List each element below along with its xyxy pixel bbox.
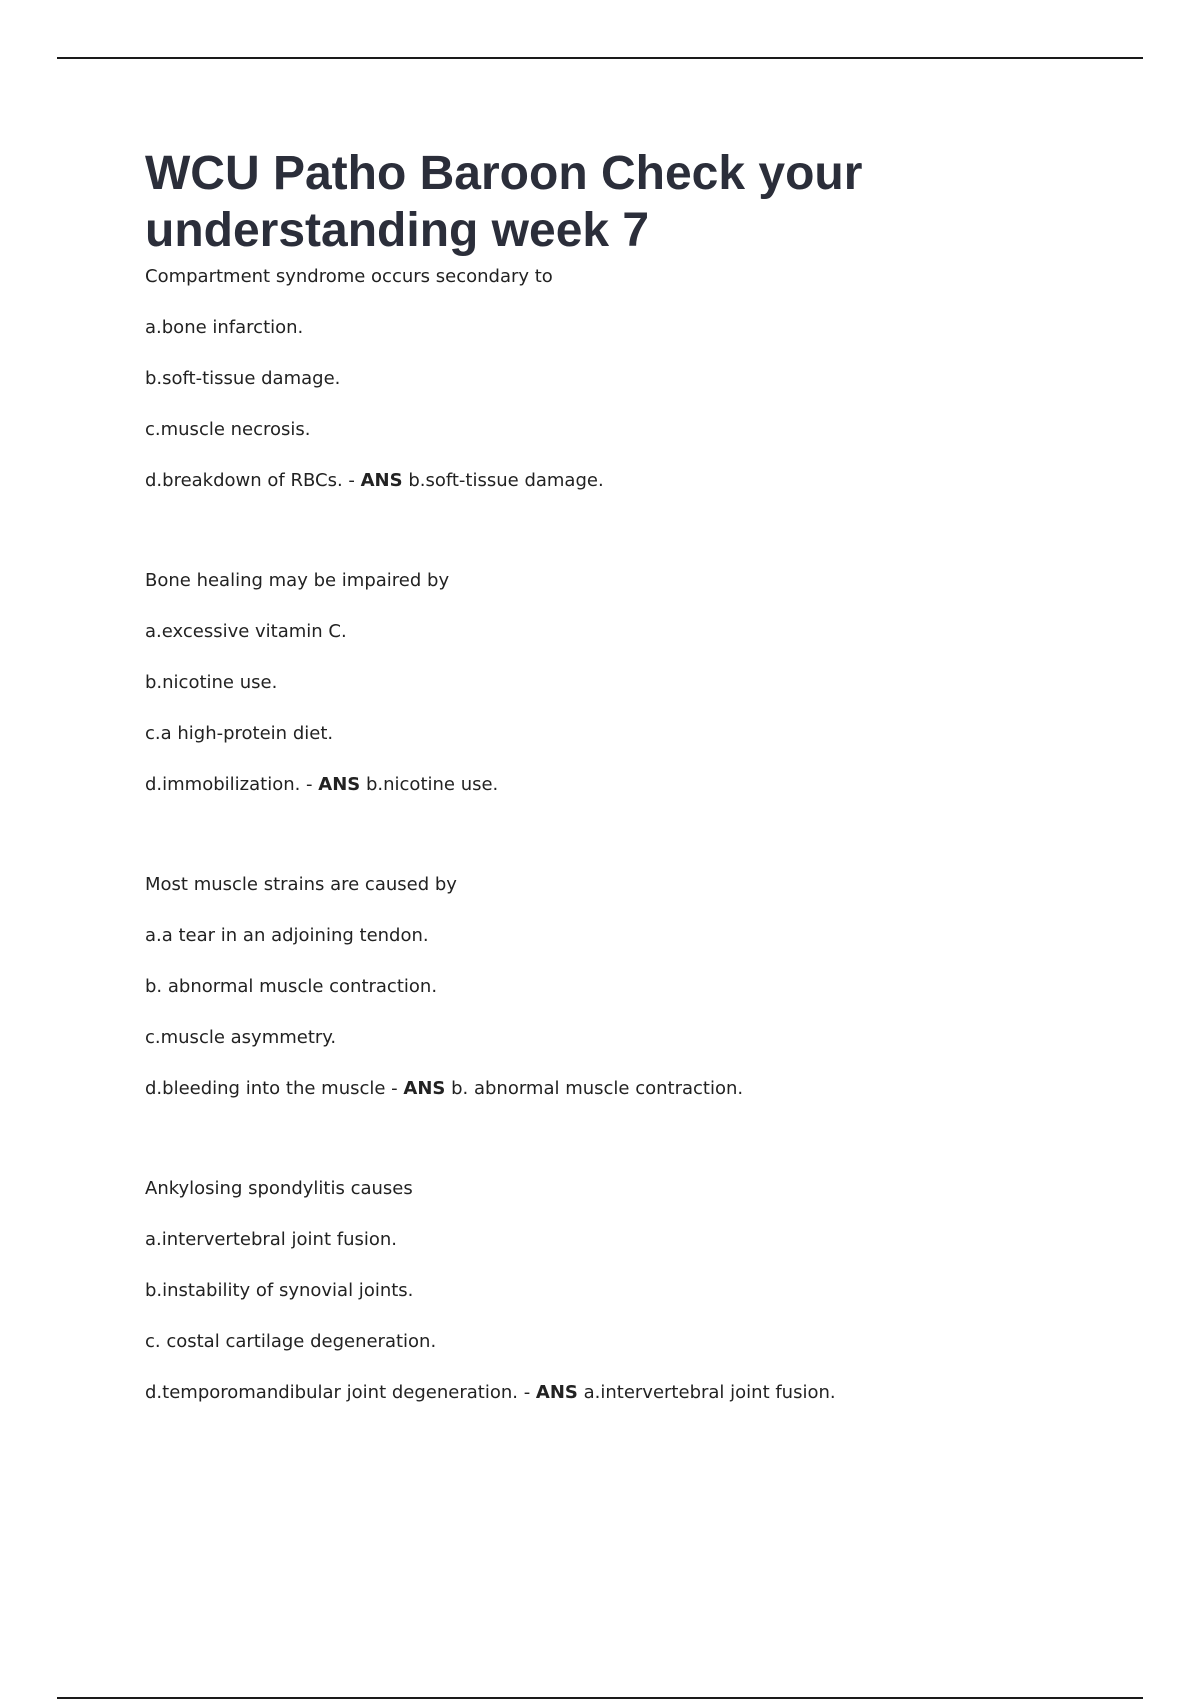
answer-option: c.muscle asymmetry.	[145, 1027, 337, 1048]
answer-label: ANS	[403, 1078, 446, 1099]
correct-answer: a.intervertebral joint fusion.	[577, 1382, 836, 1403]
question-stem: Bone healing may be impaired by	[145, 570, 450, 591]
answer-option-with-key	[145, 773, 1045, 797]
answer-option: b.soft-tissue damage.	[145, 368, 341, 389]
answer-option: c. costal cartilage degeneration.	[145, 1331, 437, 1352]
correct-answer: b. abnormal muscle contraction.	[445, 1078, 744, 1099]
answer-option: a.bone infarction.	[145, 317, 304, 338]
answer-option: b.instability of synovial joints.	[145, 1280, 414, 1301]
question-stem: Ankylosing spondylitis causes	[145, 1178, 413, 1199]
question-block	[145, 265, 1045, 493]
correct-answer: b.nicotine use.	[360, 774, 499, 795]
answer-option-text: d.immobilization. -	[145, 774, 319, 795]
answer-label: ANS	[318, 774, 361, 795]
answer-option: c.a high-protein diet.	[145, 723, 334, 744]
answer-option-text: d.breakdown of RBCs. -	[145, 470, 361, 491]
question-stem: Compartment syndrome occurs secondary to	[145, 266, 553, 287]
answer-option-with-key	[145, 469, 1045, 493]
answer-label: ANS	[535, 1382, 578, 1403]
answer-option-with-key	[145, 1077, 1045, 1101]
answer-option: a.intervertebral joint fusion.	[145, 1229, 397, 1250]
correct-answer: b.soft-tissue damage.	[402, 470, 604, 491]
answer-option: b.nicotine use.	[145, 672, 278, 693]
question-block	[145, 569, 1045, 797]
answer-option-text: d.bleeding into the muscle -	[145, 1078, 404, 1099]
question-stem: Most muscle strains are caused by	[145, 874, 457, 895]
answer-option-text: d.temporomandibular joint degeneration. -	[145, 1382, 536, 1403]
answer-option: c.muscle necrosis.	[145, 419, 311, 440]
answer-option: b. abnormal muscle contraction.	[145, 976, 438, 997]
question-block	[145, 873, 1045, 1101]
document-body	[145, 145, 1045, 1432]
document-title: WCU Patho Baroon Check your understanding week 7	[145, 147, 863, 257]
question-block	[145, 1177, 1045, 1405]
answer-label: ANS	[360, 470, 403, 491]
answer-option: a.excessive vitamin C.	[145, 621, 347, 642]
answer-option: a.a tear in an adjoining tendon.	[145, 925, 429, 946]
bottom-divider	[57, 1697, 1143, 1699]
top-divider	[57, 57, 1143, 59]
answer-option-with-key	[145, 1381, 1045, 1405]
